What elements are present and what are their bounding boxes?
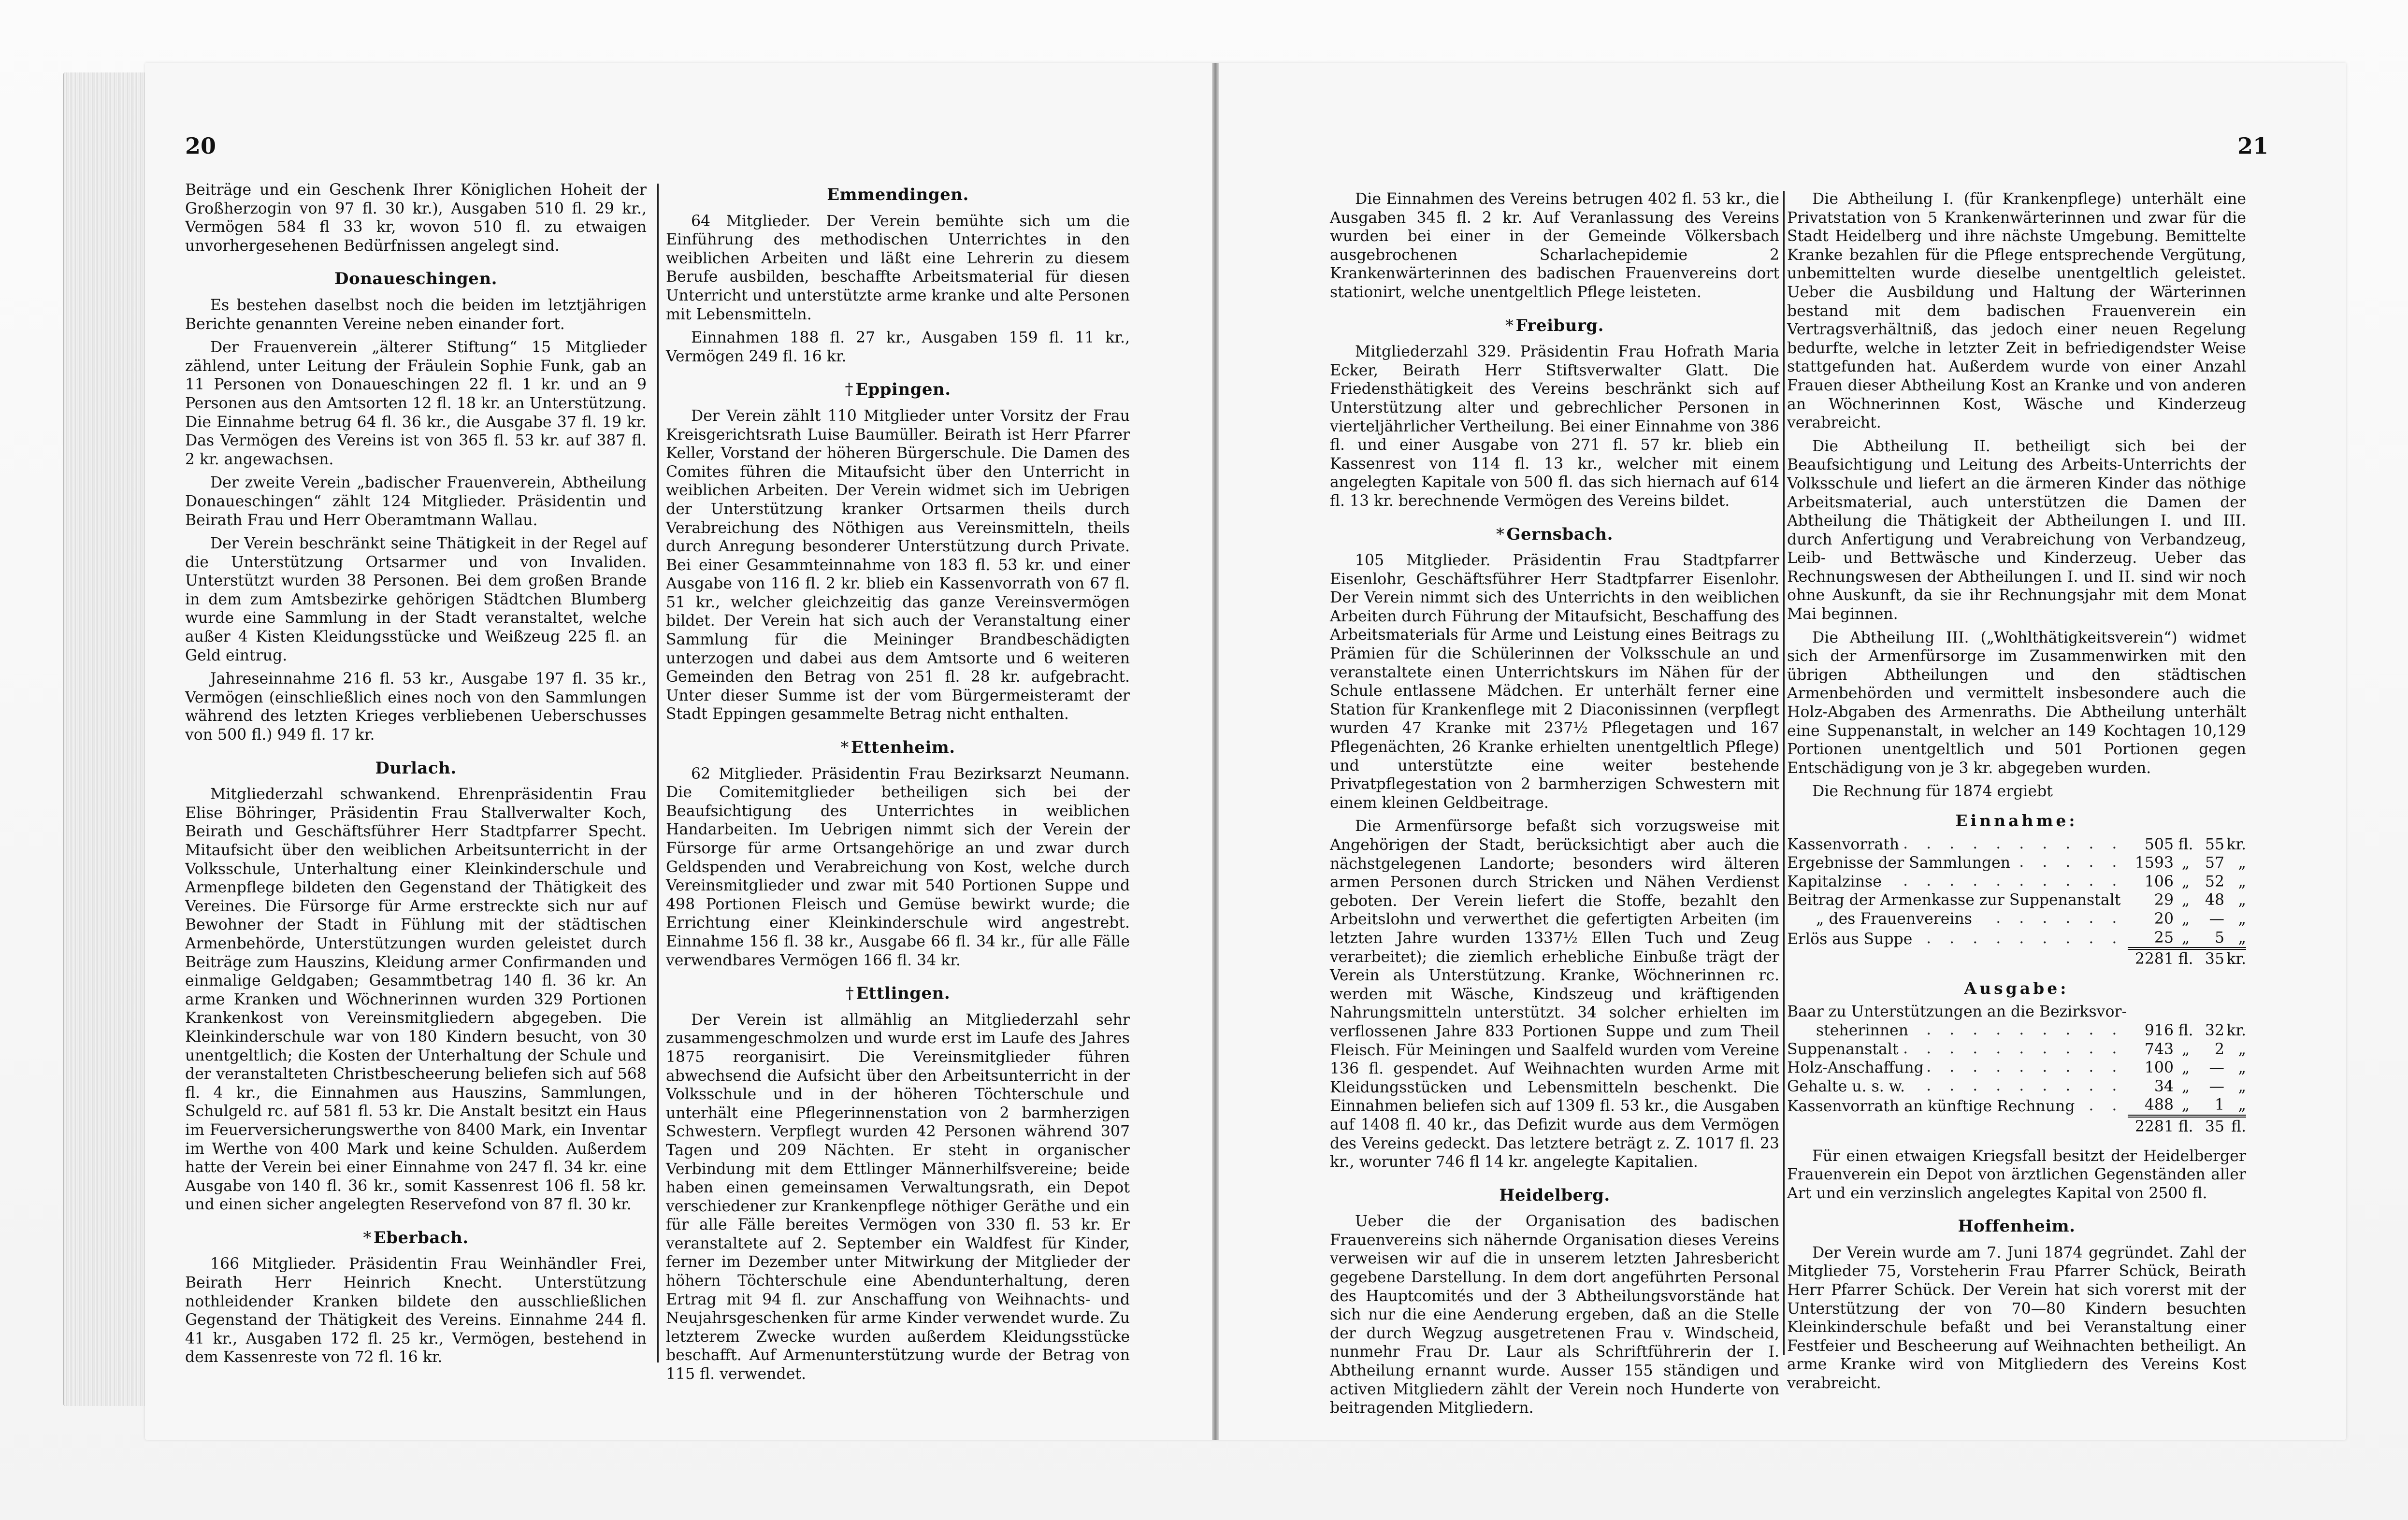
paragraph: Ueber die der Organisation des badischen Frauenvereins sich nähernde Organisation dieses Vereins verweisen wir auf die in unserem letzten Jahresbericht gegebene Darstellung. In dem dort angeführten Personal des Hauptcomités und der 3 Abtheilungsvorstände hat sich nur die eine Aenderung ergeben, daß an die Stelle der durch Wegzug ausgetretenen Frau v. Windscheid, nunmehr Frau Dr. Laur als Schriftführerin der I. Abtheilung ernannt wurde. Ausser 155 ständigen und activen Mitgliedern zählt der Verein noch Hunderte von beitragenden Mitgliedern. bbox=[1330, 1213, 1779, 1417]
table-row: Holz-Anschaffung . . . 100 „ — „ bbox=[1787, 1059, 2246, 1077]
column-rule-p21 bbox=[1783, 191, 1785, 1355]
asterisk-mark: * bbox=[1505, 315, 1514, 335]
table-row: Suppenanstalt . . . 743 „ 2 „ bbox=[1787, 1040, 2246, 1059]
table-row: Kassenvorrath an künftige Rechnung . . . 488 „ 1 „ bbox=[1787, 1096, 2246, 1116]
section-heading-freiburg: * Freiburg. bbox=[1505, 315, 1604, 335]
paragraph: Die Rechnung für 1874 ergiebt bbox=[1812, 783, 2053, 801]
section-heading-eppingen: † Eppingen. bbox=[845, 380, 951, 400]
ausgabe-table bbox=[1787, 1003, 2246, 1136]
paragraph: Der Verein zählt 110 Mitglieder unter Vorsitz der Frau Kreisgerichtsrath Luise Baumüller. Beirath ist Herr Pfarrer Keller, Vorstand der höheren Bürgerschule. Die Damen des Comites führen die Mitaufsicht über den Unterricht in weiblichen Arbeiten. Der Verein widmet sich im Uebrigen der Unterstützung kranker Ortsarmen theils durch Verabreichung des Nöthigen aus Vereinsmitteln, theils durch Anregung besonderer Unterstützung durch Private. Bei einer Gesammteinnahme von 183 fl. 53 kr. und einer Ausgabe von 116 fl. 2 kr. blieb ein Kassenvorrath von 67 fl. 51 kr., welcher gleichzeitig das ganze Vereinsvermögen bildet. Der Verein hat sich auch der Veranstaltung einer Sammlung für die Meininger Brandbeschädigten unterzogen und dabei aus dem Amtsorte und 6 weiteren Gemeinden den Betrag von 251 fl. 28 kr. aufgebracht. Unter dieser Summe ist der vom Bürgermeisteramt der Stadt Eppingen gesammelte Betrag nicht enthalten. bbox=[666, 407, 1130, 723]
paragraph: Die Abtheilung I. (für Krankenpflege) unterhält eine Privatstation von 5 Krankenwärterinnen und zwar für die Stadt Heidelberg und ihre nächste Umgebung. Bemittelte Kranke bezahlen für die Pflege entsprechende Vergütung, unbemittelten wurde dieselbe unentgeltlich geleistet. Ueber die Ausbildung und Haltung der Wärterinnen bestand mit dem badischen Frauenverein ein Vertragsverhältniß, das jedoch einer neuen Regelung bedurfte, welche in letzter Zeit in befriedigendster Weise stattgefunden hat. Außerdem wurde von einer Anzahl Frauen dieser Abtheilung Kost an Kranke und von anderen an Wöchnerinnen Kost, Wäsche und Kinderzeug verabreicht. bbox=[1787, 190, 2246, 432]
table-row: steherinnen . . . 916 fl. 32 kr. bbox=[1787, 1021, 2246, 1040]
section-heading-gernsbach: * Gernsbach. bbox=[1496, 524, 1613, 544]
paragraph: Beiträge und ein Geschenk Ihrer Königlichen Hoheit der Großherzogin von 97 fl. 30 kr.), Ausgaben 510 fl. 29 kr., Vermögen 584 fl 33 kr, wovon 510 fl. zu etwaigen unvorhergesehenen Bedürfnissen angelegt sind. bbox=[185, 181, 647, 255]
page20-column-left bbox=[185, 181, 647, 1372]
einnahme-heading: Einnahme: bbox=[1955, 811, 2078, 830]
table-total-row: 2281 fl. 35 fl. bbox=[1787, 1116, 2246, 1136]
paragraph: 64 Mitglieder. Der Verein bemühte sich um die Einführung des methodischen Unterrichtes in den weiblichen Arbeiten und läßt eine Lehrerin zu diesem Berufe ausbilden, beschaffte Arbeitsmaterial für diesen Unterricht und unterstützte arme kranke und alte Personen mit Lebensmitteln. bbox=[666, 212, 1130, 323]
section-heading-ettenheim: * Ettenheim. bbox=[840, 738, 955, 758]
paragraph: Die Abtheilung II. betheiligt sich bei der Beaufsichtigung und Leitung des Arbeits-Unterrichts der Volksschule und liefert an die ärmeren Kinder das nöthige Arbeitsmaterial, auch unterstützen die Damen der Abtheilung die Thätigkeit der Abtheilungen I. und III. durch Anfertigung und Verabreichung von Verbandzeug, Leib- und Bettwäsche und Kinderzeug. Ueber das Rechnungswesen der Abtheilungen I. und II. sind wir noch ohne Auskunft, da sie ihr Rechnungsjahr mit dem Monat Mai beginnen. bbox=[1787, 437, 2246, 623]
section-heading-eberbach: * Eberbach. bbox=[363, 1228, 469, 1248]
table-row: Kassenvorrath . . . 505 fl. 55 kr. bbox=[1787, 835, 2246, 854]
paragraph: 62 Mitglieder. Präsidentin Frau Bezirksarzt Neumann. Die Comitemitglieder betheiligen sich bei der Beaufsichtigung des Unterrichtes in weiblichen Handarbeiten. Im Uebrigen nimmt sich der Verein der Fürsorge für arme Ortsangehörige an und zwar durch Geldspenden und Verabreichung von Kost, welche durch Vereinsmitglieder und zwar mit 540 Portionen Suppe und 498 Portionen Fleisch und Gemüse bewirkt wurde; die Errichtung einer Kleinkinderschule wird angestrebt. Einnahme 156 fl. 38 kr., Ausgabe 66 fl. 34 kr., für alle Fälle verwendbares Vermögen 166 fl. 34 kr. bbox=[666, 765, 1130, 969]
paragraph: Mitgliederzahl schwankend. Ehrenpräsidentin Frau Elise Böhringer, Präsidentin Frau Stallverwalter Koch, Beirath und Geschäftsführer Herr Stadtpfarrer Specht. Mitaufsicht über den weiblichen Arbeitsunterricht in der Volksschule, Unterhaltung einer Kleinkinderschule und Armenpflege bildeten den Gegenstand der Thätigkeit des Vereines. Die Fürsorge für Arme erstreckte sich nur auf Bewohner der Stadt in Fühlung mit der städtischen Armenbehörde, Unterstützungen wurden geleistet durch Beiträge zum Hauszins, Kleidung armer Confirmanden und einmalige Geldgaben; Gesammtbetrag 140 fl. 36 kr. An arme Kranken und Wöchnerinnen wurden 329 Portionen Krankenkost von Vereinsmitgliedern abgegeben. Die Kleinkinderschule war von 180 Kindern besucht, von 30 unentgeltlich; die Kosten der Unterhaltung der Schule und der veranstalteten Christbescheerung beliefen sich auf 568 fl. 4 kr., die Einnahmen aus Hauszins, Sammlungen, Schulgeld rc. auf 581 fl. 53 kr. Die Anstalt besitzt ein Haus im Feuerversicherungswerthe von 8400 Mark, ein Inventar im Werthe von 400 Mark und keine Schulden. Außerdem hatte der Verein bei einer Einnahme von 247 fl. 34 kr. eine Ausgabe von 140 fl. 36 kr., somit Kassenrest 106 fl. 58 kr. und einen sicher angelegten Reservefond von 87 fl. 30 kr. bbox=[185, 786, 647, 1214]
paragraph: Der Verein beschränkt seine Thätigkeit in der Regel auf die Unterstützung Ortsarmer und von Invaliden. Unterstützt wurden 38 Personen. Bei dem großen Brande in dem zum Amtsbezirke gehörigen Städtchen Blumberg wurde eine Sammlung in der Stadt veranstaltet, welche außer 4 Kisten Kleidungsstücke und Weißzeug 225 fl. an Geld eintrug. bbox=[185, 535, 647, 664]
page-number-left: 20 bbox=[185, 133, 216, 159]
table-row: Ergebnisse der Sammlungen . . . 1593 „ 57 „ bbox=[1787, 854, 2246, 873]
section-heading-donaueschingen: Donaueschingen. bbox=[334, 269, 497, 289]
paragraph: Die Einnahmen des Vereins betrugen 402 fl. 53 kr., die Ausgaben 345 fl. 2 kr. Auf Veranlassung des Vereins wurden bei einer in der Gemeinde Völkersbach ausgebrochenen Scharlachepidemie 2 Krankenwärterinnen des badischen Frauenvereins dort stationirt, welche unentgeltlich Pflege leisteten. bbox=[1330, 190, 1779, 301]
column-rule-p20 bbox=[657, 184, 659, 1362]
paragraph: Mitgliederzahl 329. Präsidentin Frau Hofrath Maria Ecker, Beirath Herr Stiftsverwalter Glatt. Die Friedensthätigkeit des Vereins beschränkt sich auf Unterstützung alter und gebrechlicher Personen in vierteljährlicher Vertheilung. Bei einer Einnahme von 386 fl. und einer Ausgabe von 271 fl. 57 kr. blieb ein Kassenrest von 114 fl. 13 kr., welcher mit einem angelegten Kapitale von 500 fl. das sich hiernach auf 614 fl. 13 kr. berechnende Vermögen des Vereins bildet. bbox=[1330, 343, 1779, 510]
table-row: Kapitalzinse . . . 106 „ 52 „ bbox=[1787, 873, 2246, 891]
section-heading-durlach: Durlach. bbox=[375, 758, 457, 778]
paragraph: Einnahmen 188 fl. 27 kr., Ausgaben 159 fl. 11 kr., Vermögen 249 fl. 16 kr. bbox=[666, 329, 1130, 365]
section-heading-emmendingen: Emmendingen. bbox=[827, 185, 969, 204]
table-row: Gehalte u. s. w. . . . 34 „ — „ bbox=[1787, 1077, 2246, 1096]
paragraph: 105 Mitglieder. Präsidentin Frau Stadtpfarrer Eisenlohr, Geschäftsführer Herr Stadtpfarrer Eisenlohr. Der Verein nimmt sich des Unterrichts in den weiblichen Arbeiten durch Führung der Mitaufsicht, Beschaffung des Arbeitsmaterials für Arme und Leistung eines Beitrags zu Prämien für die Schülerinnen der Volksschule an und veranstaltete einen Unterrichtskurs im Nähen für der Schule entlassene Mädchen. Er unterhält ferner eine Station für Krankenflege mit 2 Diaconissinnen (verpflegt wurden 47 Kranke mit 237½ Pflegetagen und 167 Pflegenächten, 26 Kranke erhielten unentgeltlich Pflege) und unterstützte eine weiter bestehende Privatpflegestation von 2 barmherzigen Schwestern mit einem kleinen Geldbeitrage. bbox=[1330, 552, 1779, 812]
dagger-mark: † bbox=[845, 380, 853, 400]
page21-column-left bbox=[1330, 190, 1779, 1422]
table-row: Baar zu Unterstützungen an die Bezirksvor- bbox=[1787, 1003, 2246, 1021]
paragraph: Die Armenfürsorge befaßt sich vorzugsweise mit Angehörigen der Stadt, berücksichtigt aber auch die nächstgelegenen Landorte; besonders wird älteren armen Personen durch Stricken und Nähen Verdienst geboten. Der Verein liefert die Stoffe, bezahlt den Arbeitslohn und verwerthet die gefertigten Arbeiten (im letzten Jahre wurden 1337½ Ellen Tuch und Zeug verarbeitet); die ziemlich erhebliche Einbuße trägt der Verein als Unterstützung. Kranke, Wöchnerinnen rc. werden mit Wäsche, Kindszeug und kräftigenden Nahrungsmitteln unterstützt. 34 solcher erhielten im verflossenen Jahre 833 Portionen Suppe und zum Theil Fleisch. Für Meiningen und Saalfeld wurden vom Vereine 136 fl. gespendet. Auf Weihnachten wurden Arme mit Kleidungsstücken und Lebensmitteln beschenkt. Die Einnahmen beliefen sich auf 1309 fl. 53 kr., die Ausgaben auf 1408 fl. 40 kr., das Defizit wurde aus dem Vermögen des Vereins gedeckt. Das letztere beträgt z. Z. 1017 fl. 23 kr., worunter 746 fl 14 kr. angelegte Kapitalien. bbox=[1330, 817, 1779, 1171]
section-heading-heidelberg: Heidelberg. bbox=[1499, 1185, 1610, 1205]
table-row: Beitrag der Armenkasse zur Suppenanstalt . . . 29 „ 48 „ bbox=[1787, 891, 2246, 910]
paragraph: Der zweite Verein „badischer Frauenverein, Abtheilung Donaueschingen“ zählt 124 Mitglieder. Präsidentin und Beirath Frau und Herr Oberamtmann Wallau. bbox=[185, 474, 647, 529]
paragraph: 166 Mitglieder. Präsidentin Frau Weinhändler Frei, Beirath Herr Heinrich Knecht. Unterstützung nothleidender Kranken bildete den ausschließlichen Gegenstand der Thätigkeit des Vereins. Einnahme 244 fl. 41 kr., Ausgaben 172 fl. 25 kr., Vermögen, bestehend in dem Kassenreste von 72 fl. 16 kr. bbox=[185, 1255, 647, 1366]
asterisk-mark: * bbox=[363, 1228, 372, 1248]
table-row: „ des Frauenvereins . . . 20 „ — „ bbox=[1787, 910, 2246, 929]
einnahme-table bbox=[1787, 835, 2246, 969]
book-gutter bbox=[1212, 63, 1219, 1440]
dagger-mark: † bbox=[845, 984, 854, 1004]
paragraph: Für einen etwaigen Kriegsfall besitzt der Heidelberger Frauenverein ein Depot von ärztlichen Gegenständen aller Art und ein verzinslich angelegtes Kapital von 2500 fl. bbox=[1787, 1147, 2246, 1202]
paragraph: Die Abtheilung III. („Wohlthätigkeitsverein“) widmet sich der Armenfürsorge im Zusammenwirken mit den übrigen Abtheilungen und den städtischen Armenbehörden und vermittelt insbesondere auch die Holz-Abgaben des Armenraths. Die Abtheilung unterhält eine Suppenanstalt, in welcher an 149 Kochtagen 10,129 Portionen unentgeltlich und 501 Portionen gegen Entschädigung von je 3 kr. abgegeben wurden. bbox=[1787, 629, 2246, 777]
asterisk-mark: * bbox=[840, 738, 849, 758]
paragraph: Der Verein ist allmählig an Mitgliederzahl sehr zusammengeschmolzen und wurde erst im Laufe des Jahres 1875 reorganisirt. Die Vereinsmitglieder führen abwechsend die Aufsicht über den Arbeitsunterricht in der Volksschule und in der höheren Töchterschule und unterhält eine Pflegerinnenstation von 2 barmherzigen Schwestern. Verpflegt wurden 42 Personen während 307 Tagen und 209 Nächten. Er steht in organischer Verbindung mit dem Ettlinger Männerhilfsvereine; beide haben einen gemeinsamen Verwaltungsrath, ein Depot verschiedener zur Krankenpflege nöthiger Geräthe und ein für alle Fälle bereites Vermögen von 330 fl. 53 kr. Er veranstaltete auf 2. September ein Waldfest für Kinder, ferner im Dezember unter Mitwirkung der Mitglieder der höhern Töchterschule eine Abendunterhaltung, deren Ertrag mit 94 fl. zur Anschaffung von Weihnachts- und Neujahrsgeschenken für arme Kinder verwendet wurde. Zu letzterem Zwecke wurden außerdem Kleidungsstücke beschafft. Auf Armenunterstützung wurde der Betrag von 115 fl. verwendet. bbox=[666, 1011, 1130, 1383]
section-heading-ettlingen: † Ettlingen. bbox=[845, 984, 951, 1004]
ausgabe-heading: Ausgabe: bbox=[1964, 978, 2069, 998]
paragraph: Der Verein wurde am 7. Juni 1874 gegründet. Zahl der Mitglieder 75, Vorsteherin Frau Pfarrer Schück, Beirath Herr Pfarrer Schück. Der Verein hat sich vorerst mit der Unterstützung der von 70—80 Kindern besuchten Kleinkinderschule befaßt und bei Veranstaltung einer Festfeier und Bescheerung auf Weihnachten betheiligt. An arme Kranke wird von Mitgliedern des Vereins Kost verabreicht. bbox=[1787, 1244, 2246, 1392]
paragraph: Jahreseinnahme 216 fl. 53 kr., Ausgabe 197 fl. 35 kr., Vermögen (einschließlich eines noch von den Sammlungen während des letzten Krieges verbliebenen Ueberschusses von 500 fl.) 949 fl. 17 kr. bbox=[185, 670, 647, 744]
paragraph: Es bestehen daselbst noch die beiden im letztjährigen Berichte genannten Vereine neben einander fort. bbox=[185, 296, 647, 333]
asterisk-mark: * bbox=[1496, 524, 1505, 544]
page21-column-right bbox=[1787, 190, 2246, 1398]
section-heading-hoffenheim: Hoffenheim. bbox=[1958, 1217, 2076, 1236]
page-number-right: 21 bbox=[2237, 133, 2269, 159]
paragraph: Der Frauenverein „älterer Stiftung“ 15 Mitglieder zählend, unter Leitung der Fräulein Sophie Funk, gab an 11 Personen von Donaueschingen 22 fl. 1 kr. und an 9 Personen aus den Amtsorten 12 fl. 18 kr. an Unterstützung. Die Einnahme betrug 64 fl. 36 kr., die Ausgabe 37 fl. 19 kr. Das Vermögen des Vereins ist von 365 fl. 53 kr. auf 387 fl. 2 kr. angewachsen. bbox=[185, 339, 647, 468]
table-row: Erlös aus Suppe . . . 25 „ 5 „ bbox=[1787, 929, 2246, 949]
table-total-row: 2281 fl. 35 kr. bbox=[1787, 948, 2246, 969]
page20-column-right bbox=[666, 186, 1130, 1389]
